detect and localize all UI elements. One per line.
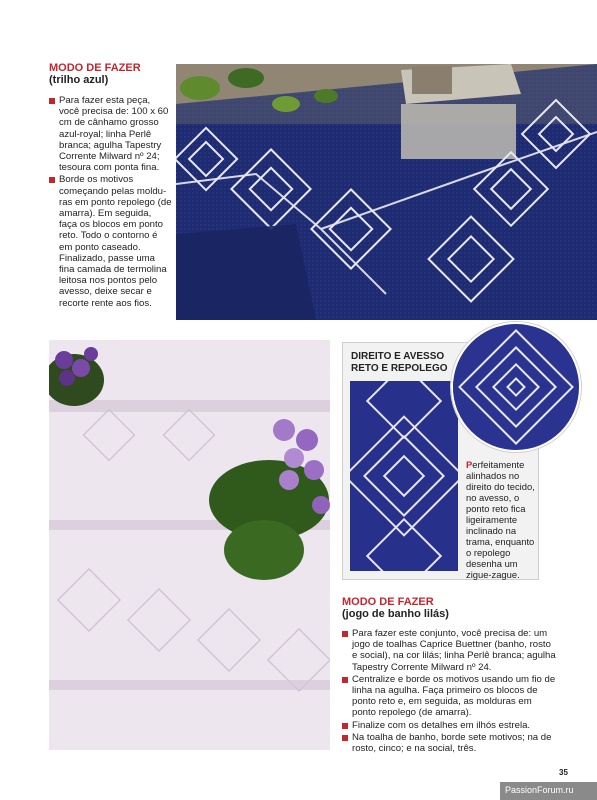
detail-closeup-strip bbox=[350, 381, 458, 571]
list-item: Na toalha de banho, borde sete motivos; na de rosto, cinco; e na social, três. bbox=[342, 732, 556, 754]
mirror-box bbox=[401, 64, 521, 159]
closeup-circle-image bbox=[453, 324, 579, 450]
detail-closeup-circle bbox=[451, 322, 581, 452]
detail-title-line1: DIREITO E AVESSO bbox=[351, 351, 445, 362]
blue-runner-photo bbox=[176, 64, 597, 320]
list-item: Finalize com os detalhes em ilhós estrela. bbox=[342, 720, 556, 731]
bullet-icon bbox=[342, 631, 348, 637]
bullet-icon bbox=[342, 677, 348, 683]
blue-runner-image bbox=[176, 64, 597, 320]
lilac-towels-image bbox=[49, 340, 330, 750]
watermark-text: PassionForum.ru bbox=[505, 785, 574, 795]
section2-heading: MODO DE FAZER bbox=[342, 596, 434, 608]
detail-title-line2: RETO E REPOLEGO bbox=[351, 363, 448, 374]
watermark-bar bbox=[500, 782, 597, 800]
section1-subheading: (trilho azul) bbox=[49, 74, 109, 86]
section1-list bbox=[49, 95, 172, 310]
caption-text: erfeitamente alinhados no direito do tecido, no avesso, o ponto reto fica ligeiramente inclinado na trama, enquanto o repolego desenha um zigue-zague. bbox=[466, 459, 535, 580]
list-item: Centralize e borde os motivos usando um fio de linha na agulha. Faça primeiro os blocos de ponto reto e, em seguida, as molduras em ponto repolego (de amarra). bbox=[342, 674, 556, 719]
violet-flowers-left bbox=[49, 347, 104, 406]
bullet-icon bbox=[49, 177, 55, 183]
caption-dropcap: P bbox=[466, 459, 473, 470]
bullet-icon bbox=[342, 735, 348, 741]
list-item: Para fazer esta peça, você precisa de: 100 x 60 cm de cânhamo grosso azul-royal; linha Perlê branca; agulha Tapestry Corrente Milward nº 24; tesoura com ponta fina. bbox=[49, 95, 172, 173]
section1-heading: MODO DE FAZER bbox=[49, 62, 141, 74]
list-item: Para fazer este conjunto, você precisa de: um jogo de toalhas Caprice Buettner (banho, rosto e social), na cor lilás; linha Perlê branca; agulha Tapestry Corrente Milward nº 24. bbox=[342, 628, 556, 673]
bullet-icon bbox=[49, 98, 55, 104]
list-item: Borde os motivos começando pelas molduras em ponto repolego (de amarra). Em seguida, faça os blocos em ponto reto. Todo o contorno é em ponto caseado. Finalizado, passe uma fina camada de termolina leitosa nos pontos pelo avesso, deixe secar e recorte rente aos fios. bbox=[49, 174, 172, 308]
lilac-towels-photo bbox=[49, 340, 330, 750]
section2-subheading: (jogo de banho lilás) bbox=[342, 608, 449, 620]
bullet-icon bbox=[342, 723, 348, 729]
page-number: 35 bbox=[559, 768, 568, 777]
detail-caption bbox=[466, 459, 538, 580]
section2-list bbox=[342, 628, 556, 755]
closeup-strip-image bbox=[350, 381, 458, 571]
